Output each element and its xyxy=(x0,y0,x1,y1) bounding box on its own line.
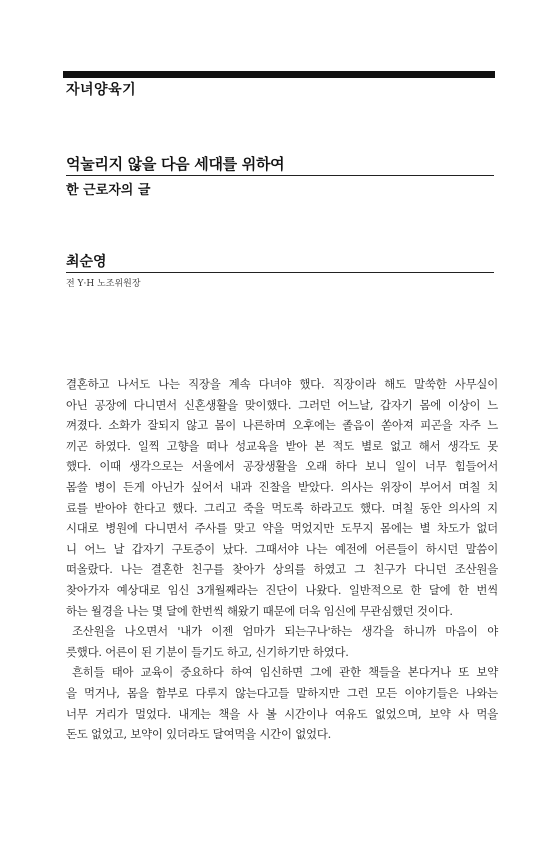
top-heavy-rule xyxy=(63,71,495,78)
body-line: 떠올랐다. 나는 결혼한 친구를 찾아가 상의를 하였고 그 친구가 다니던 조산원을 xyxy=(66,562,498,577)
body-line: 하는 월경을 나는 몇 달에 한번씩 해왔기 때문에 더욱 임신에 무관심했던 것이다. xyxy=(66,603,453,618)
body-line: 흔히들 태아 교육이 중요하다 하여 임신하면 그에 관한 책들을 본다거나 또 보약 xyxy=(72,665,498,680)
author-name: 최순영 xyxy=(66,254,107,270)
body-text xyxy=(66,374,498,745)
article-title: 억눌리지 않을 다음 세대를 위하여 xyxy=(66,155,285,173)
body-line: 릇했다. 어른이 된 기분이 들기도 하고, 신기하기만 하였다. xyxy=(66,644,349,659)
body-line: 끼곤 하였다. 일찍 고향을 떠나 성교육을 받아 본 적도 별로 없고 해서 생각도 못 xyxy=(66,438,498,453)
body-line: 했다. 이때 생각으로는 서울에서 공장생활을 오래 하다 보니 일이 너무 힘들어서 xyxy=(66,459,498,474)
body-line: 을 먹거나, 몸을 함부로 다루지 않는다고들 말하지만 그런 모든 이야기들은 나와는 xyxy=(66,685,498,700)
article-subtitle: 한 근로자의 글 xyxy=(66,183,151,198)
body-line: 조산원을 나오면서 '내가 이젠 엄마가 되는구나'하는 생각을 하니까 마음이 야 xyxy=(72,624,498,639)
section-label: 자녀양육기 xyxy=(66,82,137,98)
body-line: 찾아가자 예상대로 임신 3개월째라는 진단이 나왔다. 일반적으로 한 달에 한 번씩 xyxy=(66,582,498,597)
body-line: 너무 거리가 멀었다. 내게는 책을 사 볼 시간이나 여유도 없었으며, 보약 사 먹을 xyxy=(66,706,498,721)
body-line: 니 어느 날 갑자기 구토증이 났다. 그때서야 나는 예전에 어른들이 하시던 말씀이 xyxy=(66,541,498,556)
author-affiliation: 전 Y·H 노조위원장 xyxy=(66,279,141,289)
body-line: 시대로 병원에 다니면서 주사를 맞고 약을 먹었지만 도무지 몸에는 별 차도가 없더 xyxy=(66,521,498,536)
body-line: 료를 받아야 한다고 했다. 그리고 죽을 먹도록 하라고도 했다. 며칠 동안 의사의 지 xyxy=(66,500,498,515)
body-line: 껴졌다. 소화가 잘되지 않고 몸이 나른하며 오후에는 졸음이 쏟아져 피곤을 자주 느 xyxy=(66,418,498,433)
author-divider xyxy=(66,272,494,273)
title-divider xyxy=(66,175,494,176)
body-line: 결혼하고 나서도 나는 직장을 계속 다녀야 했다. 직장이라 해도 말쑥한 사무실이 xyxy=(66,377,498,391)
body-line: 돈도 없었고, 보약이 있더라도 달여먹을 시간이 없었다. xyxy=(66,727,332,742)
body-line: 아닌 공장에 다니면서 신혼생활을 맞이했다. 그러던 어느날, 갑자기 몸에 이상이 느 xyxy=(66,397,498,412)
body-line: 몸쓸 병이 든게 아닌가 싶어서 내과 진찰을 받았다. 의사는 위장이 부어서 며칠 치 xyxy=(66,479,498,494)
